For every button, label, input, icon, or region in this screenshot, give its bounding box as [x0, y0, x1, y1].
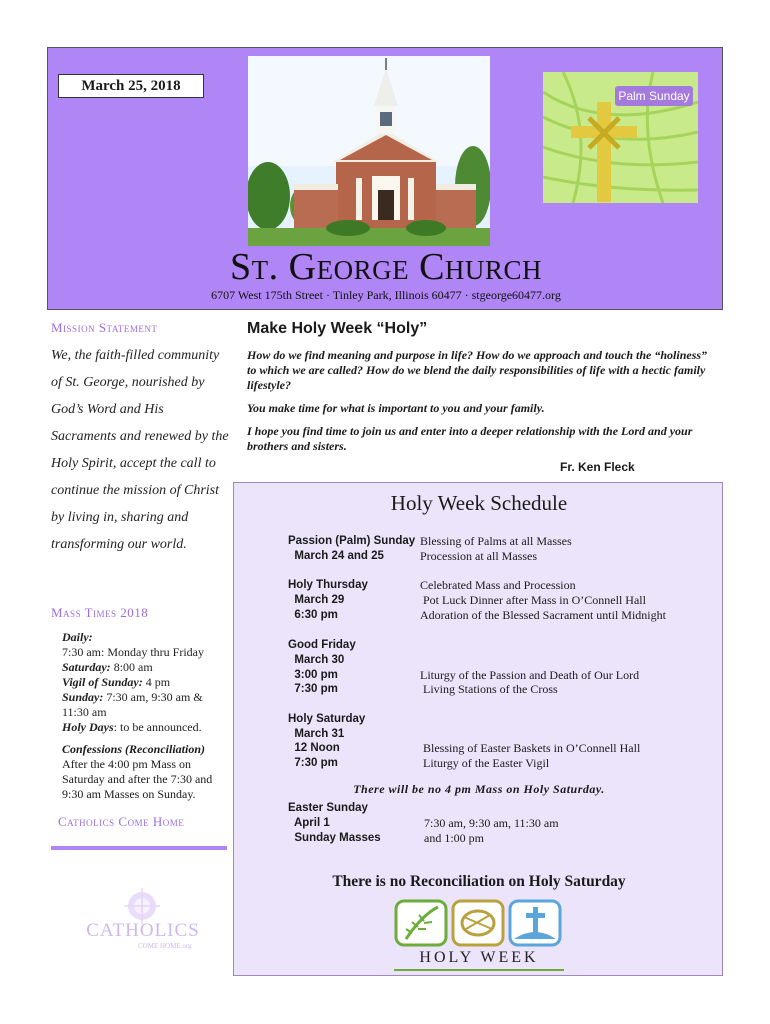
- signature: Fr. Ken Fleck: [560, 460, 635, 474]
- schedule-title: Holy Week Schedule: [390, 491, 568, 515]
- catholics-come-home-heading: Catholics Come Home: [58, 814, 185, 829]
- church-address: 6707 West 175th Street · Tinley Park, Illinois 60477 · stgeorge60477.org: [211, 288, 561, 302]
- schedule-label: 3:00 pm: [288, 669, 338, 681]
- mission-heading: Mission Statement: [51, 320, 158, 335]
- palm-sunday-image: [543, 72, 698, 203]
- schedule-value: Liturgy of the Passion and Death of Our Lord: [420, 668, 640, 682]
- schedule-value: Liturgy of the Easter Vigil: [420, 756, 550, 770]
- schedule-value: 7:30 am, 9:30 am, 11:30 am: [424, 816, 559, 830]
- schedule-label: 6:30 pm: [288, 609, 338, 621]
- header-banner: [47, 47, 723, 310]
- divider: [51, 846, 227, 850]
- vigil-label: Vigil of Sunday:: [62, 675, 143, 689]
- schedule-value: Celebrated Mass and Procession: [420, 578, 576, 592]
- logo-underline: [394, 969, 564, 971]
- schedule-value: Living Stations of the Cross: [420, 682, 558, 696]
- confessions-value: After the 4:00 pm Mass on Saturday and after the 7:30 and 9:30 am Masses on Sunday.: [62, 757, 213, 801]
- palm-sunday-label: Palm Sunday: [618, 89, 690, 103]
- schedule-label: Passion (Palm) Sunday: [288, 535, 416, 547]
- schedule-value: Blessing of Palms at all Masses: [420, 534, 572, 548]
- sunday-label: Sunday:: [62, 690, 104, 704]
- catholics-come-home-logo: [78, 888, 208, 958]
- sunday-value: 7:30 am, 9:30 am & 11:30 am: [62, 690, 203, 719]
- schedule-value: Blessing of Easter Baskets in O’Connell Hall: [420, 741, 641, 755]
- schedule-label: March 31: [288, 728, 345, 740]
- schedule-label: Sunday Masses: [288, 832, 381, 844]
- holy-week-schedule: [233, 482, 723, 976]
- schedule-label: 7:30 pm: [288, 683, 338, 695]
- holy-week-paragraph: I hope you find time to join us and enter into a deeper relationship with the Lord and your brothers and sisters.: [247, 424, 693, 453]
- holy-week-paragraph: How do we find meaning and purpose in life? How do we approach and touch the “holiness” to which we are called? How do we blend the daily responsibilities of life with a hectic family lifestyle?: [247, 348, 708, 392]
- schedule-label: Holy Thursday: [288, 579, 368, 591]
- daily-value: 7:30 am: Monday thru Friday: [62, 645, 204, 659]
- no-reconciliation-note: There is no Reconciliation on Holy Saturday: [332, 873, 626, 890]
- schedule-label: Good Friday: [288, 639, 356, 651]
- holy-week-paragraph: You make time for what is important to you and your family.: [247, 401, 545, 415]
- confessions-block: [62, 742, 232, 802]
- church-title: St. George Church: [230, 246, 542, 288]
- schedule-value: Adoration of the Blessed Sacrament until Midnight: [420, 608, 666, 622]
- daily-label: Daily:: [62, 630, 93, 644]
- confessions-label: Confessions (Reconciliation): [62, 742, 206, 756]
- schedule-value: Procession at all Masses: [420, 549, 537, 563]
- schedule-value: and 1:00 pm: [424, 831, 484, 845]
- schedule-label: Holy Saturday: [288, 713, 366, 725]
- schedule-label: Easter Sunday: [288, 802, 368, 814]
- schedule-label: 12 Noon: [288, 742, 340, 754]
- holy-week-logo-text: HOLY WEEK: [419, 949, 539, 966]
- schedule-label: March 29: [288, 594, 345, 606]
- date-box: March 25, 2018: [58, 74, 204, 98]
- holy-week-text: [247, 348, 717, 462]
- saturday-label: Saturday:: [62, 660, 111, 674]
- holydays-label: Holy Days: [62, 720, 114, 734]
- catholics-logo-text: CATHOLICS: [86, 920, 200, 941]
- saturday-value: 8:00 am: [110, 660, 153, 674]
- holy-week-heading: Make Holy Week “Holy”: [247, 320, 428, 337]
- schedule-label: 7:30 pm: [288, 757, 338, 769]
- schedule-label: March 24 and 25: [288, 550, 384, 562]
- holy-week-logo: [394, 899, 564, 971]
- schedule-label: April 1: [288, 817, 330, 829]
- mission-text: We, the faith-filled community of St. George, nourished by God’s Word and His Sacraments and renewed by the Holy Spirit, accept the call to continue the mission of Christ by living in, sharing and transforming our world.: [51, 348, 229, 552]
- schedule-label: March 30: [288, 654, 345, 666]
- no-mass-note: There will be no 4 pm Mass on Holy Saturday.: [353, 782, 605, 796]
- schedule-value: Pot Luck Dinner after Mass in O’Connell Hall: [420, 593, 646, 607]
- mass-times-heading: Mass Times 2018: [51, 605, 149, 620]
- mass-times-block: [62, 630, 232, 735]
- vigil-value: 4 pm: [142, 675, 171, 689]
- church-photo: [248, 56, 490, 246]
- holydays-value: : to be announced.: [113, 720, 202, 734]
- catholics-logo-sub: COME HOME.org: [138, 942, 192, 950]
